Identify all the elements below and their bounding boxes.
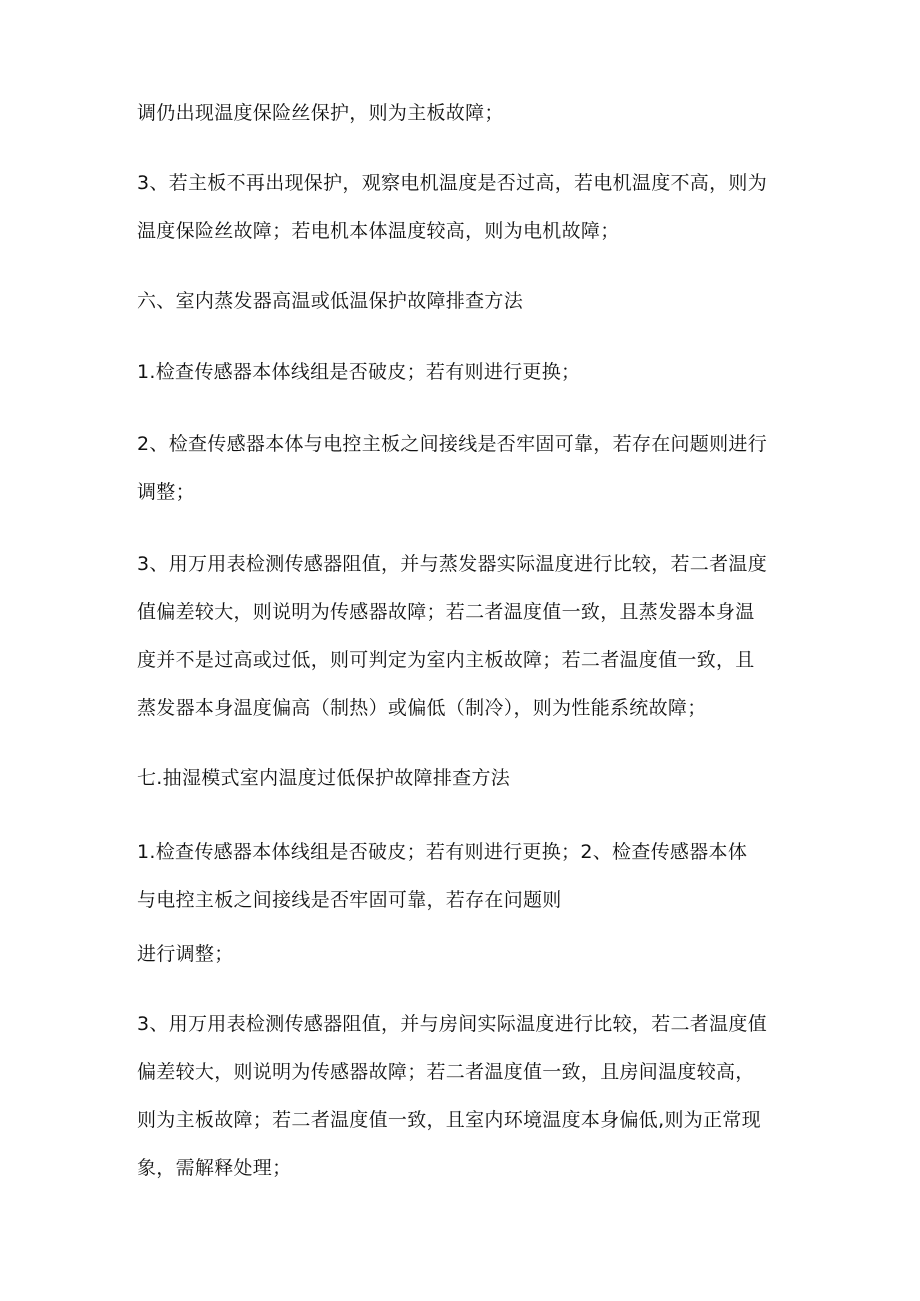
section-heading: 七.抽湿模式室内温度过低保护故障排查方法 <box>137 767 511 789</box>
text-line: 值偏差较大，则说明为传感器故障；若二者温度值一致，且蒸发器本身温 <box>137 601 755 623</box>
text-line: 3、用万用表检测传感器阻值，并与房间实际温度进行比较，若二者温度值 <box>137 1013 767 1035</box>
text-line: 偏差较大，则说明为传感器故障；若二者温度值一致，且房间温度较高， <box>137 1061 755 1083</box>
text-line: 3、若主板不再出现保护，观察电机温度是否过高，若电机温度不高，则为 <box>137 172 767 194</box>
text-line: 象，需解释处理； <box>137 1157 292 1179</box>
text-line: 进行调整； <box>137 943 234 965</box>
text-line: 则为主板故障；若二者温度值一致，且室内环境温度本身偏低,则为正常现 <box>137 1109 761 1131</box>
text-line: 2、检查传感器本体与电控主板之间接线是否牢固可靠，若存在问题则进行 <box>137 433 767 455</box>
text-line: 3、用万用表检测传感器阻值，并与蒸发器实际温度进行比较，若二者温度 <box>137 553 767 575</box>
text-line: 与电控主板之间接线是否牢固可靠，若存在问题则 <box>137 889 562 911</box>
text-line: 调整； <box>137 481 195 503</box>
text-line: 1.检查传感器本体线组是否破皮；若有则进行更换；2、检查传感器本体 <box>137 841 748 863</box>
text-line: 度并不是过高或过低，则可判定为室内主板故障；若二者温度值一致，且 <box>137 649 755 671</box>
text-line: 蒸发器本身温度偏高（制热）或偏低（制冷），则为性能系统故障； <box>137 697 707 719</box>
text-line: 温度保险丝故障；若电机本体温度较高，则为电机故障； <box>137 220 620 242</box>
text-line: 1.检查传感器本体线组是否破皮；若有则进行更换； <box>137 361 581 383</box>
section-heading: 六、室内蒸发器高温或低温保护故障排查方法 <box>137 290 524 312</box>
text-line: 调仍出现温度保险丝保护，则为主板故障； <box>137 102 504 124</box>
